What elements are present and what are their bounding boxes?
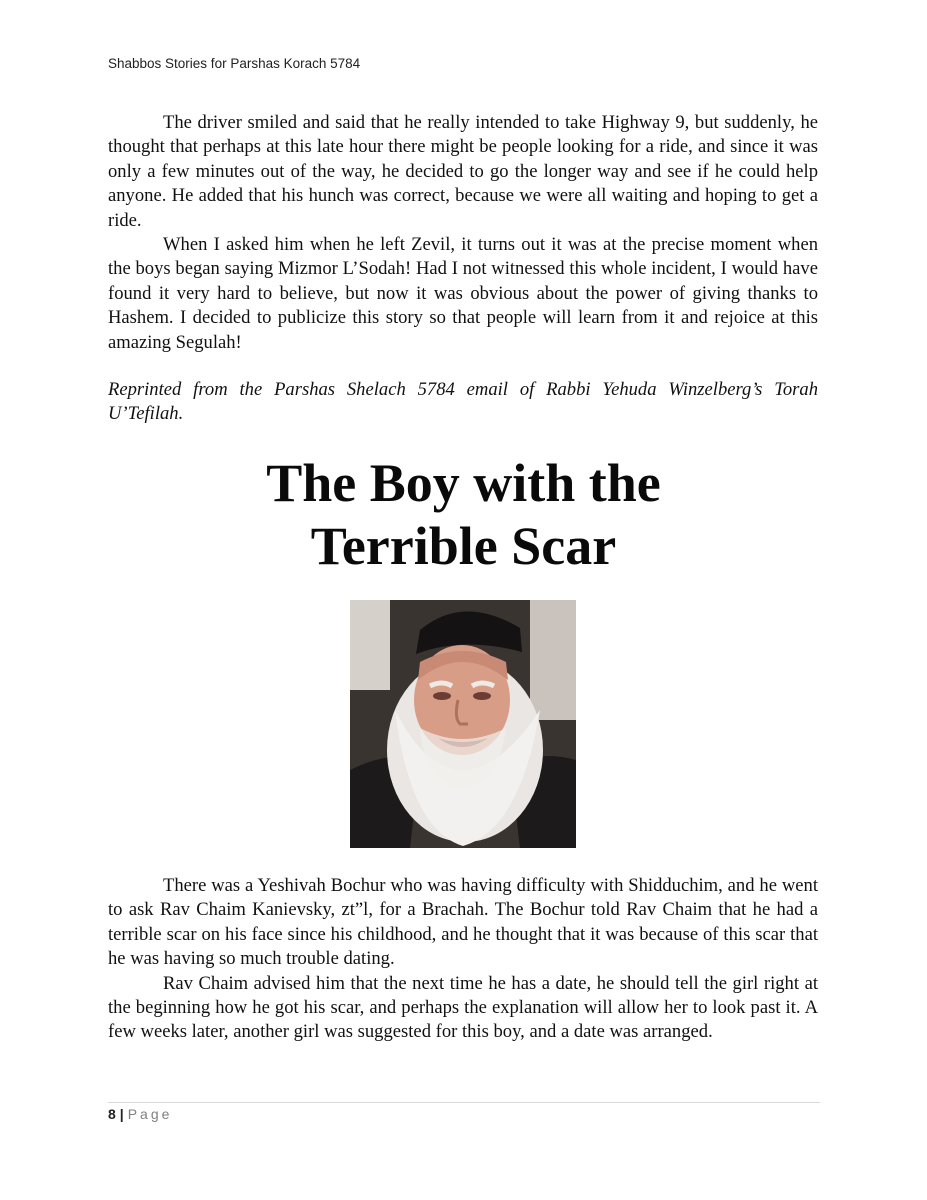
paragraph: When I asked him when he left Zevil, it turns out it was at the precise moment when the boys began saying Mizmor L’Sodah! Had I not witnessed this whole incident, I would have found it very hard to believe, but now it was obvious about the power of giving thanks to Hashem. I decided to publicize this story so that people will learn from it and rejoice at this amazing Segulah!: [108, 234, 818, 353]
paragraph: The driver smiled and said that he really intended to take Highway 9, but suddenly, he thought that perhaps at this late hour there might be people looking for a ride, and since it was only a few minutes out of the way, he decided to go the longer way and see if he could help anyone. He added that his hunch was correct, because we were all waiting and hoping to get a ride.: [108, 112, 818, 231]
paragraph: There was a Yeshivah Bochur who was having difficulty with Shidduchim, and he went to ask Rav Chaim Kanievsky, zt”l, for a Brachah. The Bochur told Rav Chaim that he had a terrible scar on his face since his childhood, and he thought that it was because of this scar that he was having so much trouble dating.: [108, 875, 818, 970]
running-header: Shabbos Stories for Parshas Korach 5784: [108, 56, 361, 71]
story-title-line-2: Terrible Scar: [310, 516, 617, 576]
page-label: Page: [127, 1106, 173, 1122]
page-number: 8: [108, 1106, 116, 1122]
page-footer: [108, 1106, 172, 1122]
story-title-line-1: The Boy with the: [266, 453, 661, 513]
footer-divider: [108, 1102, 820, 1103]
reprint-credit: Reprinted from the Parshas Shelach 5784 email of Rabbi Yehuda Winzelberg’s Torah U’Tefilah.: [108, 379, 818, 425]
portrait-illustration: [350, 600, 576, 848]
story-text-block: [108, 874, 818, 1045]
portrait-photo: [350, 600, 576, 848]
footer-separator: |: [119, 1106, 124, 1122]
paragraph: Rav Chaim advised him that the next time he has a date, he should tell the girl right at the beginning how he got his scar, and perhaps the explanation will allow her to look past it. A few weeks later, another girl was suggested for this boy, and a date was arranged.: [108, 972, 818, 1043]
story-title: [0, 452, 927, 578]
story-text-block: [108, 111, 818, 355]
